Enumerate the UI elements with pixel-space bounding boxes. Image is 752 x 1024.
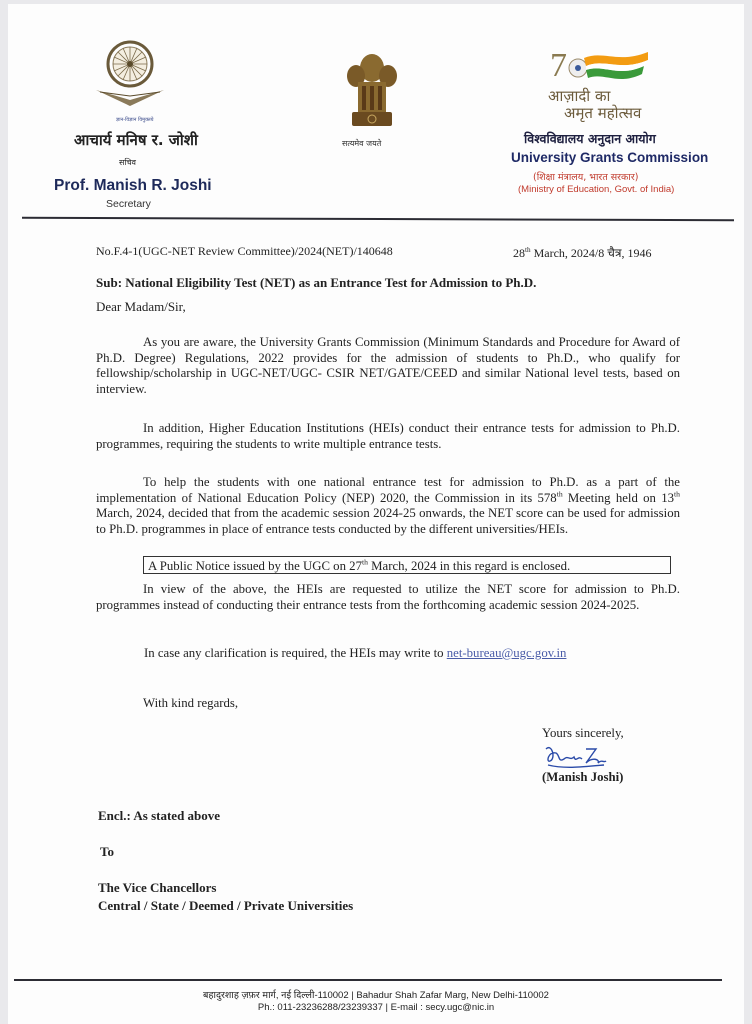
footer-divider xyxy=(14,979,722,981)
national-emblem-icon xyxy=(344,46,400,138)
public-notice-box xyxy=(143,556,671,574)
footer-address xyxy=(8,988,744,1001)
date-rest: March, 2024/8 चैत्र, 1946 xyxy=(530,246,652,260)
header-divider xyxy=(22,217,734,221)
salutation: Dear Madam/Sir, xyxy=(96,299,186,314)
ordinal-suffix: th xyxy=(556,489,563,499)
contact-email-link[interactable]: net-bureau@ugc.gov.in xyxy=(446,646,567,660)
phone-number: Ph.: 011-23236288/23239337 xyxy=(257,1002,383,1013)
notice-part-a: A Public Notice issued by the UGC on 27 xyxy=(148,559,362,573)
paragraph-1: As you are aware, the University Grants Commission (Minimum Standards and Procedure for Award of Ph.D. Degree) Regulations, 2022 provides for the admission of students to Ph.D., who qualify for fellowship/scholarship in UGC-NET/UGC- CSIR NET/GATE/CEED and similar National level tests, based on interview. xyxy=(96,335,680,396)
enclosure-note: Encl.: As stated above xyxy=(98,808,221,823)
notice-part-b: March, 2024 in this regard is enclosed. xyxy=(367,559,571,573)
reference-number: No.F.4-1(UGC-NET Review Committee)/2024(NET)/140648 xyxy=(96,244,393,258)
ugc-motto: ज्ञान-विज्ञान विमुक्तये xyxy=(116,117,154,123)
paragraph-3-part-c: March, 2024, decided that from the academic session 2024-25 onwards, the NET score can be used for admission to Ph.D. programmes in place of entrance tests conducted by the different universities/HEIs. xyxy=(96,506,680,536)
org-name-hindi: विश्वविद्यालय अनुदान आयोग xyxy=(524,131,656,146)
footer-email: E-mail : secy.ugc@nic.in xyxy=(390,1002,495,1013)
ministry-hindi: (शिक्षा मंत्रालय, भारत सरकार) xyxy=(533,172,639,183)
footer-contact xyxy=(8,1002,744,1013)
recipient-line-2: Central / State / Deemed / Private Universities xyxy=(98,898,354,913)
national-motto: सत्यमेव जयते xyxy=(342,139,382,148)
ugc-emblem-icon xyxy=(90,34,170,110)
date-day: 28 xyxy=(513,246,525,260)
date-suffix: th xyxy=(525,246,531,254)
ordinal-suffix: th xyxy=(674,489,680,499)
signature-icon xyxy=(542,741,612,771)
secretary-title-hindi: सचिव xyxy=(119,158,137,167)
secretary-name: Prof. Manish R. Joshi xyxy=(54,177,212,194)
separator: | xyxy=(385,1002,389,1013)
paragraph-4: In view of the above, the HEIs are requested to utilize the NET score for admission to Ph.D. programmes instead of conducting their entrance tests from the forthcoming academic session 2024-2025. xyxy=(96,582,680,612)
azadi-ka-amrit-mahotsav-logo-icon xyxy=(548,42,658,92)
ministry-english: (Ministry of Education, Govt. of India) xyxy=(518,184,675,195)
regards: With kind regards, xyxy=(143,696,239,710)
secretary-name-hindi: आचार्य मनिष र. जोशी xyxy=(74,131,198,149)
paragraph-5 xyxy=(144,646,566,661)
secretary-title: Secretary xyxy=(106,198,151,210)
closing: Yours sincerely, xyxy=(542,726,624,740)
paragraph-2: In addition, Higher Education Institutions (HEIs) conduct their entrance tests for admission to Ph.D. programmes, requiring the students to write multiple entrance tests. xyxy=(96,421,680,451)
paragraph-5-text: In case any clarification is required, the HEIs may write to xyxy=(144,646,447,660)
address-hindi: बहादुरशाह ज़फ़र मार्ग, नई दिल्ली-110002 xyxy=(203,990,349,1001)
to-label: To xyxy=(100,844,114,859)
azadi-text-line2: अमृत महोत्सव xyxy=(564,104,642,122)
recipient-line-1: The Vice Chancellors xyxy=(98,880,217,895)
ordinal-suffix: th xyxy=(361,557,368,567)
svg-text:7: 7 xyxy=(550,47,567,84)
letter-page xyxy=(8,4,744,1024)
address-english: Bahadur Shah Zafar Marg, New Delhi-110002 xyxy=(356,990,549,1001)
paragraph-3-part-b: Meeting held on 13 xyxy=(562,490,675,505)
org-name: University Grants Commission xyxy=(511,150,709,165)
separator: | xyxy=(351,990,354,1001)
letter-date xyxy=(513,244,652,261)
signer-name: (Manish Joshi) xyxy=(542,770,624,784)
paragraph-3 xyxy=(96,475,680,537)
subject-line: Sub: National Eligibility Test (NET) as an Entrance Test for Admission to Ph.D. xyxy=(96,275,537,290)
paragraph-3-part-a: To help the students with one national entrance test for admission to Ph.D. as a part of the implementation of National Education Policy (NEP) 2020, the Commission in its 578 xyxy=(96,475,680,505)
azadi-text-line1: आज़ादी का xyxy=(548,87,611,105)
